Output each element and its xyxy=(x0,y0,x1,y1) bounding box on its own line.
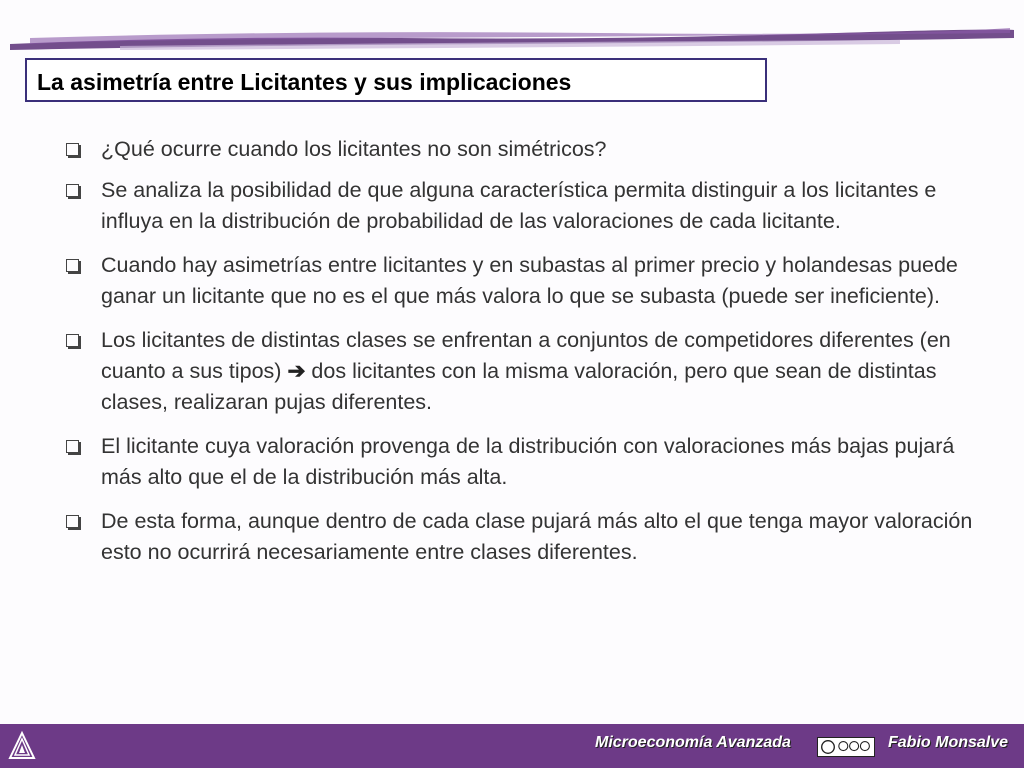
checkbox-bullet-icon xyxy=(66,184,79,197)
checkbox-bullet-icon xyxy=(66,143,79,156)
bullet-text: dos licitantes con la misma valoración, pero que sean de distintas clases, realizaran pujas diferentes. xyxy=(101,359,937,414)
bullet-text: El licitante cuya valoración provenga de la distribución con valoraciones más bajas pujará más alto que el de la distribución más alta. xyxy=(101,434,955,489)
bullet-text: Se analiza la posibilidad de que alguna característica permita distinguir a los licitantes e influya en la distribución de probabilidad de las valoraciones de cada licitante. xyxy=(101,178,937,233)
checkbox-bullet-icon xyxy=(66,515,79,528)
course-name: Microeconomía Avanzada xyxy=(595,734,791,751)
footer-bar xyxy=(0,724,1024,768)
right-arrow-icon: ➔ xyxy=(287,359,306,383)
header-brush-stroke xyxy=(0,0,1024,56)
bullet-text: De esta forma, aunque dentro de cada clase pujará más alto el que tenga mayor valoración esto no ocurrirá necesariamente entre clases diferentes. xyxy=(101,509,973,564)
slide-title-box xyxy=(25,58,767,102)
bullet-item xyxy=(64,506,984,568)
slide-title: La asimetría entre Licitantes y sus implicaciones xyxy=(37,69,572,95)
cc-by-nc-sa-icon xyxy=(817,737,875,757)
author-name: Fabio Monsalve xyxy=(888,734,1009,751)
bullet-text: Los licitantes de distintas clases se enfrentan a conjuntos de competidores diferentes (en cuanto a sus tipos) xyxy=(101,328,951,383)
university-logo-icon xyxy=(6,730,38,762)
bullet-item xyxy=(64,134,984,165)
bullet-item xyxy=(64,325,984,418)
bullet-text: ¿Qué ocurre cuando los licitantes no son simétricos? xyxy=(101,137,607,161)
bullet-item xyxy=(64,175,984,237)
bullet-item xyxy=(64,250,984,312)
bullet-list xyxy=(64,134,984,581)
bullet-text: Cuando hay asimetrías entre licitantes y en subastas al primer precio y holandesas puede ganar un licitante que no es el que más valora lo que se subasta (puede ser ineficiente). xyxy=(101,253,958,308)
bullet-item xyxy=(64,431,984,493)
checkbox-bullet-icon xyxy=(66,334,79,347)
checkbox-bullet-icon xyxy=(66,259,79,272)
checkbox-bullet-icon xyxy=(66,440,79,453)
